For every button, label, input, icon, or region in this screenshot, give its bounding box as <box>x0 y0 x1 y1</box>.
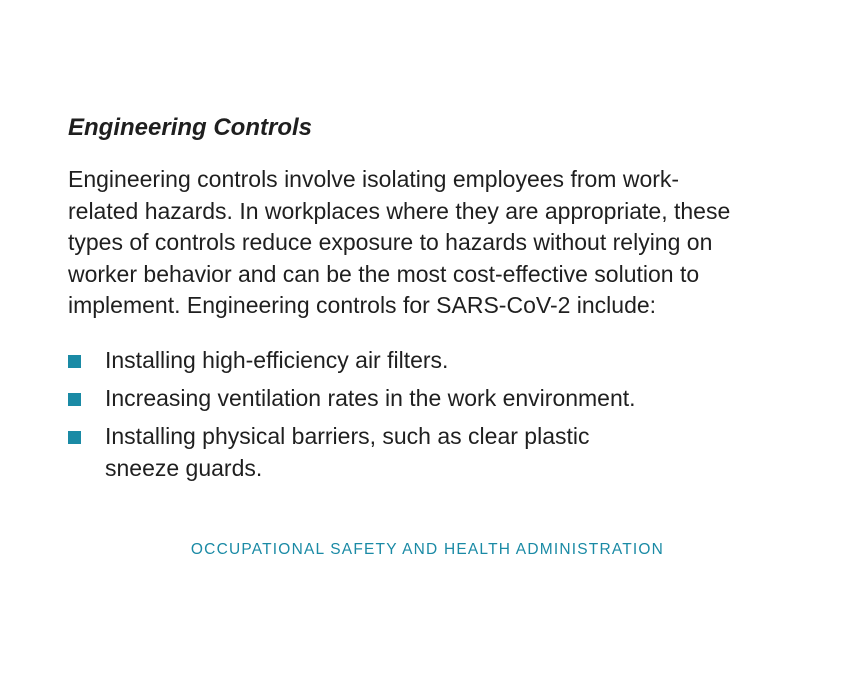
paragraph-line: Engineering controls involve isolating employees from work- <box>68 166 680 192</box>
bullet-item-barriers <box>68 421 788 484</box>
footer-agency-name: OCCUPATIONAL SAFETY AND HEALTH ADMINISTRATION <box>190 541 665 558</box>
square-bullet-icon <box>68 393 81 406</box>
bullet-item-ventilation <box>68 383 788 415</box>
section-heading: Engineering Controls <box>68 114 313 141</box>
bullet-text-continuation: sneeze guards. <box>105 454 263 481</box>
paragraph-line: related hazards. In workplaces where they are appropriate, these <box>68 197 731 224</box>
bullet-item-air-filters <box>68 345 788 377</box>
square-bullet-icon <box>68 431 81 444</box>
paragraph-line: worker behavior and can be the most cost-effective solution to <box>68 260 700 287</box>
section-paragraph <box>68 164 808 322</box>
bullet-text: Installing high-efficiency air filters. <box>105 347 449 373</box>
bullet-text: Increasing ventilation rates in the work environment. <box>105 384 636 411</box>
paragraph-line: implement. Engineering controls for SARS-CoV-2 include: <box>68 292 657 318</box>
bullet-text: Installing physical barriers, such as clear plastic <box>105 423 590 449</box>
paragraph-line: types of controls reduce exposure to hazards without relying on <box>68 229 713 255</box>
controls-bullet-list <box>68 345 788 490</box>
square-bullet-icon <box>68 355 81 368</box>
